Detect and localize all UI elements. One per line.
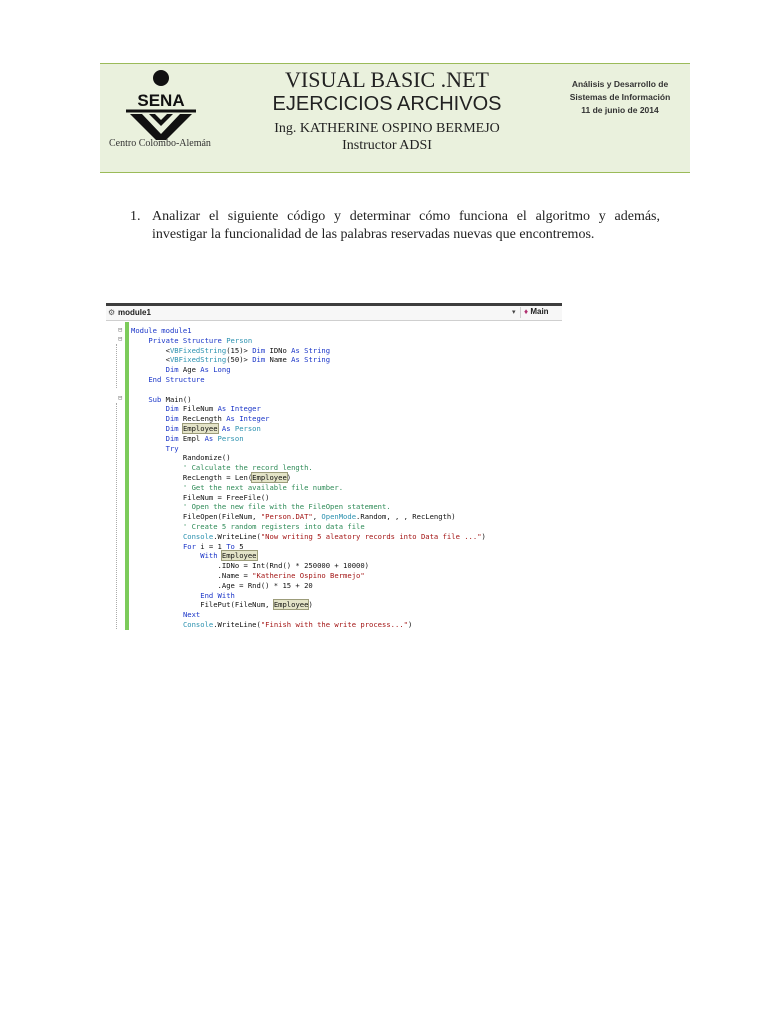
code-token: VBFixedString bbox=[169, 345, 227, 355]
code-line bbox=[131, 346, 486, 356]
code-line bbox=[131, 620, 486, 630]
code-token: Private Structure bbox=[148, 335, 222, 345]
exercise-text: Analizar el siguiente código y determinar cómo funciona el algoritmo y además, investigar la funcionalidad de las palabras reservadas nuevas que encontremos. bbox=[152, 209, 660, 242]
code-token: OpenMode bbox=[321, 512, 357, 522]
code-token: ' Open the new file with the FileOpen statement. bbox=[131, 502, 391, 512]
code-token: Employee bbox=[221, 551, 257, 561]
code-token: Person bbox=[213, 433, 244, 443]
code-line bbox=[131, 512, 486, 522]
code-token: For bbox=[182, 541, 196, 551]
code-token: End Structure bbox=[148, 374, 205, 384]
code-token: Dim bbox=[165, 423, 179, 433]
code-token: To bbox=[226, 541, 235, 551]
code-token: Dim bbox=[252, 345, 266, 355]
code-line bbox=[131, 453, 486, 463]
code-token bbox=[131, 414, 166, 423]
code-token: i = 1 bbox=[195, 541, 227, 551]
author-name: Ing. KATHERINE OSPINO BERMEJO bbox=[274, 121, 500, 136]
code-token bbox=[131, 444, 166, 453]
code-line bbox=[131, 375, 486, 385]
code-token: .Name = bbox=[131, 570, 253, 580]
document-date: 11 de junio de 2014 bbox=[581, 105, 659, 115]
code-line bbox=[131, 365, 486, 375]
fold-guide bbox=[116, 403, 117, 630]
code-line bbox=[131, 444, 486, 454]
code-token: .IDNo = Int(Rnd() * 250000 + 10000) bbox=[131, 561, 369, 571]
code-line bbox=[131, 571, 486, 581]
sena-logo-icon bbox=[116, 68, 206, 140]
code-token: Name bbox=[265, 355, 292, 365]
code-line bbox=[131, 355, 486, 365]
code-token: ' Create 5 random registers into data file bbox=[131, 521, 365, 531]
module-icon: ⚙ bbox=[108, 308, 116, 317]
code-token: "Katherine Ospino Bermejo" bbox=[252, 570, 365, 580]
code-line bbox=[131, 326, 486, 336]
code-token bbox=[131, 424, 166, 433]
program-line-2: Sistemas de Información bbox=[569, 92, 671, 102]
code-line bbox=[131, 581, 486, 591]
code-token: FileNum bbox=[178, 404, 218, 414]
program-line-1: Análisis y Desarrollo de bbox=[571, 79, 669, 89]
code-token: Employee bbox=[182, 423, 218, 433]
code-token: End With bbox=[200, 590, 235, 600]
code-token: Sub bbox=[148, 394, 162, 404]
code-token: Main() bbox=[161, 394, 192, 404]
code-token bbox=[131, 375, 148, 384]
code-line bbox=[131, 395, 486, 405]
code-line bbox=[131, 483, 486, 493]
document-subtitle: EJERCICIOS ARCHIVOS bbox=[272, 93, 502, 115]
code-line bbox=[131, 434, 486, 444]
code-token: Next bbox=[182, 610, 201, 620]
code-token bbox=[131, 591, 200, 600]
code-line bbox=[131, 610, 486, 620]
code-token bbox=[131, 610, 183, 619]
code-token: VBFixedString bbox=[169, 355, 227, 365]
code-line bbox=[131, 551, 486, 561]
code-token: As bbox=[204, 433, 214, 443]
code-line bbox=[131, 502, 486, 512]
code-token: Person bbox=[221, 335, 253, 345]
code-token: "Finish with the write process..." bbox=[260, 619, 408, 629]
code-line bbox=[131, 336, 486, 346]
code-token: ) bbox=[286, 472, 292, 482]
code-token bbox=[131, 395, 148, 404]
sena-logo-text: SENA bbox=[137, 91, 185, 110]
code-token: As String bbox=[291, 345, 331, 355]
code-line bbox=[131, 473, 486, 483]
code-token: , bbox=[312, 512, 322, 522]
chevron-down-icon[interactable]: ▾ bbox=[512, 309, 516, 316]
code-token: Dim bbox=[165, 404, 179, 414]
code-token: As Long bbox=[200, 365, 231, 375]
title-block bbox=[250, 64, 524, 154]
collapse-icon[interactable]: ⊟ bbox=[118, 335, 123, 343]
code-token bbox=[131, 551, 200, 560]
code-token: Console bbox=[182, 619, 214, 629]
document-header bbox=[100, 63, 690, 173]
module-selector[interactable] bbox=[108, 307, 518, 318]
code-line bbox=[131, 463, 486, 473]
code-token: RecLength bbox=[178, 414, 227, 424]
code-token: As Integer bbox=[217, 404, 261, 414]
collapse-icon[interactable]: ⊟ bbox=[118, 326, 123, 334]
code-token: .WriteLine( bbox=[213, 619, 261, 629]
code-token: ' Get the next available file number. bbox=[131, 482, 344, 492]
method-icon: ♦ bbox=[524, 307, 529, 316]
code-line bbox=[131, 542, 486, 552]
exercise-item bbox=[130, 208, 660, 244]
code-token bbox=[131, 404, 166, 413]
code-line bbox=[131, 561, 486, 571]
code-token: ' Calculate the record length. bbox=[131, 463, 313, 473]
logo-caption: Centro Colombo-Alemán bbox=[109, 138, 211, 149]
code-token: Module module1 bbox=[131, 326, 192, 335]
code-token: Dim bbox=[165, 365, 179, 375]
code-token: RecLength = Len( bbox=[131, 472, 253, 482]
code-token: FileNum = FreeFile() bbox=[131, 492, 270, 502]
code-token: Dim bbox=[165, 433, 179, 443]
method-selector[interactable] bbox=[520, 307, 562, 318]
code-line bbox=[131, 424, 486, 434]
sena-logo bbox=[100, 64, 260, 172]
code-token: Dim bbox=[165, 414, 179, 424]
code-token: .Random, , , RecLength) bbox=[356, 512, 456, 522]
code-line bbox=[131, 591, 486, 601]
document-title: VISUAL BASIC .NET bbox=[285, 67, 489, 92]
code-line bbox=[131, 600, 486, 610]
code-navigation-bar bbox=[106, 306, 562, 321]
code-line bbox=[131, 522, 486, 532]
code-token: Console bbox=[182, 531, 214, 541]
code-token: As bbox=[221, 423, 231, 433]
code-token: As String bbox=[291, 355, 331, 365]
code-token: Employee bbox=[273, 600, 309, 610]
code-token: Empl bbox=[178, 433, 205, 443]
code-line bbox=[131, 493, 486, 503]
code-token: (15)> bbox=[226, 345, 253, 355]
code-line bbox=[131, 532, 486, 542]
code-token: FilePut(FileNum, bbox=[131, 600, 274, 610]
code-token bbox=[131, 365, 166, 374]
code-token: Employee bbox=[252, 472, 287, 482]
program-info bbox=[555, 78, 685, 117]
code-token: (50)> bbox=[226, 355, 253, 365]
code-token: < bbox=[131, 345, 170, 355]
code-token: Age bbox=[178, 365, 201, 375]
code-token bbox=[131, 542, 183, 551]
code-token: IDNo bbox=[265, 345, 292, 355]
code-token bbox=[131, 532, 183, 541]
code-token: .WriteLine( bbox=[213, 531, 261, 541]
code-token: 5 bbox=[234, 541, 244, 551]
code-token: Randomize() bbox=[131, 453, 231, 463]
code-line bbox=[131, 385, 486, 395]
code-line bbox=[131, 414, 486, 424]
fold-guide bbox=[116, 344, 117, 388]
code-token: < bbox=[131, 355, 170, 365]
code-token: As Integer bbox=[226, 414, 270, 424]
code-token: Try bbox=[165, 443, 179, 453]
code-token bbox=[131, 620, 183, 629]
code-token bbox=[131, 434, 166, 443]
code-token: .Age = Rnd() * 15 + 20 bbox=[131, 580, 313, 590]
code-token: "Now writing 5 aleatory records into Data file ..." bbox=[260, 531, 482, 541]
code-token: Person bbox=[230, 423, 261, 433]
exercise-number: 1. bbox=[130, 209, 141, 224]
method-selector-label: Main bbox=[530, 307, 549, 316]
code-editor-screenshot bbox=[106, 303, 562, 630]
module-selector-label: module1 bbox=[118, 308, 151, 317]
code-token bbox=[131, 336, 148, 345]
code-token: FileOpen(FileNum, bbox=[131, 512, 261, 522]
code-token: ) bbox=[407, 619, 413, 629]
code-lines[interactable] bbox=[131, 326, 486, 630]
code-line bbox=[131, 404, 486, 414]
code-token: ) bbox=[481, 531, 486, 541]
code-token: "Person.DAT" bbox=[260, 512, 313, 522]
code-token: Dim bbox=[252, 355, 266, 365]
code-token: ) bbox=[308, 600, 313, 610]
change-tracking-bar bbox=[125, 322, 129, 630]
code-token: With bbox=[200, 551, 218, 561]
collapse-icon[interactable]: ⊟ bbox=[118, 394, 123, 402]
author-role: Instructor ADSI bbox=[342, 138, 432, 153]
